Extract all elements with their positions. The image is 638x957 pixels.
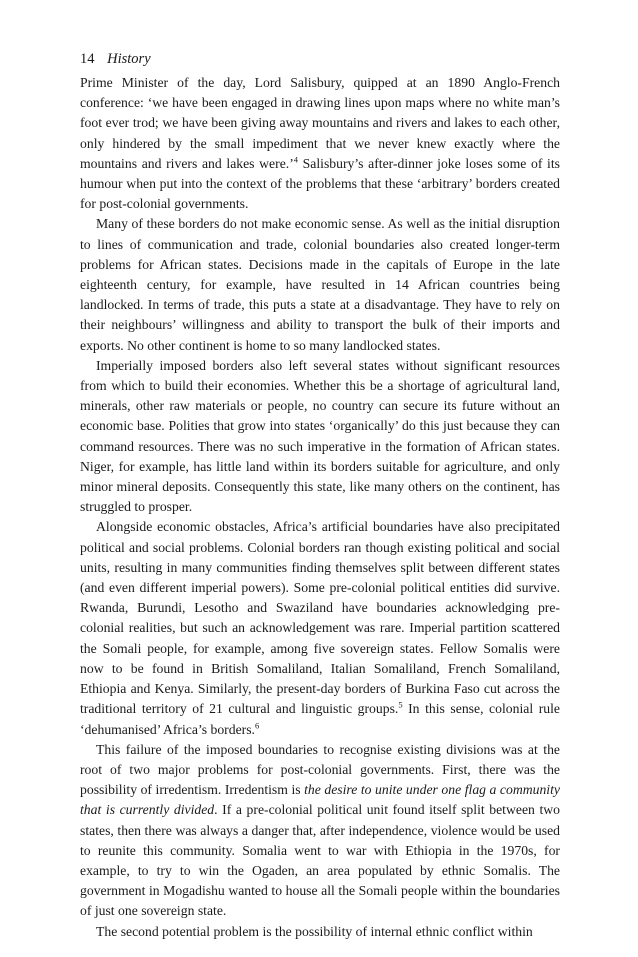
paragraph-text: Salisbury’s after-dinner joke loses some of its humour when put into the context of the problems that these ‘arbitrary’ borders created for post-colonial governments. [80,155,560,212]
body-text [80,73,560,942]
paragraph [80,73,560,214]
book-page [80,48,560,942]
footnote-ref[interactable]: 5 [398,699,403,710]
paragraph-text: This failure of the imposed boundaries to recognise existing divisions was at the root of two major problems for post-colonial governments. First, there was the possibility of irredentism. Irredentism is [80,741,560,798]
paragraph-text: Many of these borders do not make economic sense. As well as the initial disruption to lines of communication and trade, colonial boundaries also created longer-term problems for African states. Decisions made in the capitals of Europe in the late eighteenth century, for example, have resulted in 14 African countries being landlocked. In terms of trade, this puts a state at a disadvantage. They have to rely on their neighbours’ willingness and ability to transport the bulk of their imports and exports. No other continent is home to so many landlocked states. [80,216,560,353]
footnote-ref[interactable]: 6 [254,719,260,730]
paragraph [80,922,560,942]
page-number: 14 [80,51,95,67]
paragraph-text: Imperially imposed borders also left several states without significant resources from which to build their economies. Whether this be a shortage of agricultural land, minerals, other raw materials or people, no country can secure its future without an economic base. Polities that grow into states ‘organically’ do this just because they can command resources. There was no such imperative in the formation of African states. Niger, for example, has little land within its borders suitable for agriculture, and only minor mineral deposits. Consequently this state, like many others on the continent, has struggled to prosper. [80,357,560,515]
paragraph [80,517,560,739]
paragraph [80,740,560,922]
paragraph-text: In this sense, colonial rule ‘dehumanised’ Africa’s borders. [80,701,560,737]
section-title: History [107,51,151,67]
running-head [80,48,560,70]
paragraph-text: The second potential problem is the possibility of internal ethnic conflict within [96,923,533,939]
paragraph [80,356,560,518]
paragraph-text: Alongside economic obstacles, Africa’s artificial boundaries have also precipitated political and social problems. Colonial borders ran though existing political and social units, resulting in many communities finding themselves split between different states (and even different imperial powers). Some pre-colonial political entities did survive. Rwanda, Burundi, Lesotho and Swaziland have boundaries acknowledging pre-colonial realities, but such an acknowledgement was rare. Imperial partition scattered the Somali people, for example, among five sovereign states. Fellow Somalis were now to be found in British Somaliland, Italian Somaliland, French Somaliland, Ethiopia and Kenya. Similarly, the present-day borders of Burkina Faso cut across the traditional territory of 21 cultural and linguistic groups. [80,519,560,717]
paragraph-text: . If a pre-colonial political unit found itself split between two states, then there was always a danger that, after independence, violence would be used to reunite this community. Somalia went to war with Ethiopia in the 1970s, for example, to try to win the Ogaden, an area populated by ethnic Somalis. The government in Mogadishu wanted to house all the Somali people within the boundaries of just one sovereign state. [80,802,560,919]
paragraph [80,214,560,355]
definition-emphasis: the desire to unite under one flag a community that is currently divided [80,782,560,818]
footnote-ref[interactable]: 4 [293,154,298,165]
paragraph-text: Prime Minister of the day, Lord Salisbury, quipped at an 1890 Anglo-French conference: ‘we have been engaged in drawing lines upon maps where no white man’s foot ever trod; we have been giving away mountains and rivers and lakes to each other, only hindered by the small impediment that we never knew exactly where the mountains and rivers and lakes were.’ [80,75,560,171]
